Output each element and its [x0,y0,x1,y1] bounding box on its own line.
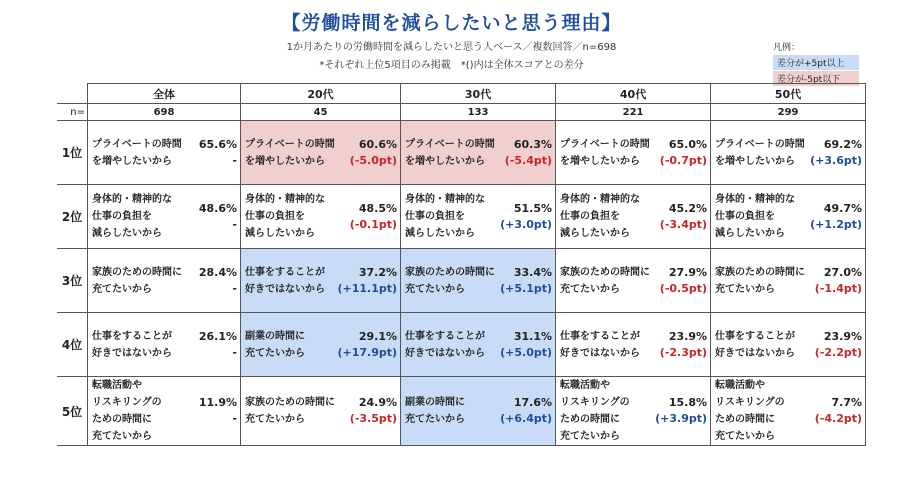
score-cell [808,185,866,249]
score-percent: 65.6% [198,137,237,151]
score-percent: 7.7% [831,396,863,409]
corner-cell [57,84,88,104]
reason-label-line: リスキリングの [92,397,162,408]
reason-label-line: 好きではないから [405,347,486,359]
score-cell [338,185,401,249]
score-percent: 60.3% [513,137,553,151]
score-diff: (-5.4pt) [504,153,553,167]
column-header: 全体 [88,84,241,104]
legend [773,40,859,87]
reason-label-line: プライベートの時間 [245,138,335,150]
reason-label [401,313,498,377]
score-diff: - [232,217,237,231]
reason-label-line: を増やしたいから [92,155,172,167]
reason-label [88,185,183,249]
score-percent: 27.9% [668,265,708,279]
score-percent: 37.2% [358,265,398,279]
page-title: 【労働時間を減らしたいと思う理由】 [281,12,622,34]
score-diff: (+3.6pt) [810,153,863,167]
reason-label-line: 減らしたいから [560,228,631,239]
score-percent: 23.9% [668,329,708,343]
score-percent: 33.4% [513,265,553,279]
reason-label-line: プライベートの時間 [92,138,182,150]
score-diff: (-2.3pt) [659,345,708,359]
score-percent: 26.1% [198,329,237,343]
reason-label-line: 好きではないから [715,347,796,359]
score-cell [653,313,711,377]
reason-label [556,121,653,185]
score-cell [338,313,401,377]
score-diff: (-0.5pt) [659,281,708,295]
reason-label-line: 仕事の負担を [560,211,621,222]
rank-label: 4位 [57,313,88,377]
score-percent: 29.1% [358,329,398,343]
reason-label-line: 充てたいから [245,414,305,425]
reason-label-line: プライベートの時間 [405,138,495,150]
table-row [57,121,866,185]
reason-label [711,185,808,249]
score-cell [338,121,401,185]
reason-label-line: 充てたいから [405,414,466,425]
reason-label [88,249,183,313]
reason-label [556,185,653,249]
score-diff: (-0.7pt) [659,153,708,167]
reason-label-line: 身体的・精神的な [560,194,641,205]
reason-label [711,313,808,377]
legend-title: 凡例： [773,43,801,53]
score-diff: (-2.2pt) [814,345,863,359]
subtitle-base: 1か月あたりの労働時間を減らしたいと思う人ベース／複数回答／n=698 [286,42,617,53]
sample-size: 45 [241,104,401,121]
reason-label [241,377,338,446]
legend-plus: 差分が+5pt以上 [773,55,859,70]
score-percent: 28.4% [198,265,237,279]
score-diff: (+1.2pt) [810,217,863,231]
reason-label-line: 仕事の負担を [245,211,305,222]
score-cell [653,121,711,185]
score-cell [808,249,866,313]
table-row [57,249,866,313]
score-cell [498,121,556,185]
rank-label: 2位 [57,185,88,249]
reason-label [401,377,498,446]
reason-label-line: 充てたいから [560,431,621,442]
score-diff: - [232,345,237,359]
score-cell [183,121,241,185]
reason-label-line: を増やしたいから [560,155,641,167]
score-percent: 45.2% [668,201,708,215]
score-cell [808,313,866,377]
score-diff: (+11.1pt) [337,281,398,295]
reason-label-line: 仕事をすることが [405,330,486,342]
reason-label-line: リスキリングの [560,397,630,408]
reason-label-line: 身体的・精神的な [715,194,796,205]
reason-label [401,185,498,249]
score-cell [338,377,401,446]
score-cell [183,185,241,249]
reason-label-line: 身体的・精神的な [245,194,325,205]
reason-label [88,377,183,446]
score-diff: (+5.1pt) [500,281,553,295]
score-percent: 17.6% [513,396,553,409]
score-cell [498,377,556,446]
reason-label [241,313,338,377]
score-percent: 27.0% [823,265,863,279]
score-cell [498,249,556,313]
reason-label-line: 家族のための時間に [245,397,335,408]
reason-label-line: 家族のための時間に [560,266,651,278]
score-cell [808,121,866,185]
reason-label-line: 家族のための時間に [405,266,496,278]
reason-label-line: 充てたいから [92,431,152,442]
sample-size: 221 [556,104,711,121]
reason-label-line: 好きではないから [245,283,325,295]
sample-size: 133 [401,104,556,121]
score-cell [183,249,241,313]
sample-size: 698 [88,104,241,121]
reason-label-line: プライベートの時間 [715,138,805,150]
score-percent: 51.5% [513,201,553,215]
score-diff: (-1.4pt) [814,281,863,295]
reason-label-line: 好きではないから [92,347,172,359]
reason-label [241,121,338,185]
score-percent: 15.8% [668,396,708,409]
reason-label [88,121,183,185]
reason-label-line: 仕事の負担を [405,211,466,222]
score-cell [808,377,866,446]
reason-label [401,121,498,185]
reason-label-line: 転職活動や [560,380,611,391]
score-diff: - [232,153,237,167]
reason-label-line: を増やしたいから [405,155,486,167]
reason-label-line: 仕事をすることが [560,330,641,342]
score-cell [498,313,556,377]
reason-label [711,121,808,185]
reason-label [556,249,653,313]
reason-label-line: 転職活動や [715,380,766,391]
column-header: 30代 [401,84,556,104]
score-percent: 24.9% [358,396,398,409]
reason-label-line: 減らしたいから [245,228,315,239]
reason-label-line: 仕事の負担を [715,211,776,222]
reason-label-line: 充てたいから [92,283,152,295]
column-header: 40代 [556,84,711,104]
score-percent: 48.6% [198,201,237,215]
reason-label [241,185,338,249]
reason-label-line: リスキリングの [715,397,785,408]
reason-label-line: 充てたいから [405,283,466,295]
reason-label [556,377,653,446]
score-diff: (+6.4pt) [500,412,553,425]
reason-label-line: 仕事をすることが [715,330,796,342]
reason-label-line: 充てたいから [715,431,776,442]
score-diff: (+5.0pt) [500,345,553,359]
reason-label-line: プライベートの時間 [560,138,650,150]
score-diff: - [232,412,237,425]
reason-label-line: 身体的・精神的な [405,194,486,205]
reason-label [88,313,183,377]
score-diff: (-3.4pt) [659,217,708,231]
score-cell [498,185,556,249]
reason-label [711,377,808,446]
reason-label-line: ための時間に [715,414,776,425]
score-cell [653,377,711,446]
subtitle-note: *それぞれ上位5項目のみ掲載 *()内は全体スコアとの差分 [319,60,584,71]
rank-label: 5位 [57,377,88,446]
score-diff: (-0.1pt) [349,217,398,231]
score-diff: - [232,281,237,295]
score-cell [183,313,241,377]
table-row [57,313,866,377]
reason-label-line: 減らしたいから [92,228,162,239]
legend-minus: 差分が-5pt以下 [773,71,859,86]
rank-label: 1位 [57,121,88,185]
results-table [57,83,866,446]
reason-label-line: ための時間に [560,414,621,425]
column-header: 20代 [241,84,401,104]
reason-label-line: 仕事をすることが [245,266,325,278]
score-diff: (-4.2pt) [814,412,863,425]
score-cell [653,249,711,313]
table-row [57,185,866,249]
rank-label: 3位 [57,249,88,313]
reason-label-line: 充てたいから [560,283,621,295]
score-cell [183,377,241,446]
score-percent: 23.9% [823,329,863,343]
reason-label-line: 仕事をすることが [92,330,172,342]
reason-label-line: 身体的・精神的な [92,194,172,205]
score-percent: 60.6% [358,137,398,151]
reason-label-line: 家族のための時間に [715,266,806,278]
reason-label-line: 家族のための時間に [92,266,182,278]
reason-label-line: を増やしたいから [245,155,325,167]
reason-label-line: 充てたいから [245,347,305,359]
score-percent: 31.1% [513,329,553,343]
table-row [57,377,866,446]
score-percent: 48.5% [358,201,398,215]
score-percent: 11.9% [198,396,237,409]
reason-label-line: 減らしたいから [715,228,786,239]
score-percent: 49.7% [823,201,863,215]
reason-label-line: 充てたいから [715,283,776,295]
score-cell [653,185,711,249]
reason-label-line: 仕事の負担を [92,211,152,222]
reason-label [241,249,338,313]
score-diff: (-5.0pt) [349,153,398,167]
reason-label-line: 転職活動や [92,380,142,391]
reason-label-line: 好きではないから [560,347,641,359]
reason-label-line: ための時間に [92,414,152,425]
score-diff: (+3.9pt) [655,412,708,425]
reason-label-line: 減らしたいから [405,228,476,239]
score-diff: (+17.9pt) [337,345,398,359]
reason-label-line: を増やしたいから [715,155,796,167]
n-label: n= [57,104,88,121]
score-percent: 69.2% [823,137,863,151]
reason-label [401,249,498,313]
sample-size: 299 [711,104,866,121]
reason-label-line: 副業の時間に [405,397,466,408]
reason-label [711,249,808,313]
score-cell [338,249,401,313]
column-header: 50代 [711,84,866,104]
score-diff: (-3.5pt) [349,412,398,425]
score-diff: (+3.0pt) [500,217,553,231]
reason-label [556,313,653,377]
score-percent: 65.0% [668,137,708,151]
reason-label-line: 副業の時間に [245,330,305,342]
